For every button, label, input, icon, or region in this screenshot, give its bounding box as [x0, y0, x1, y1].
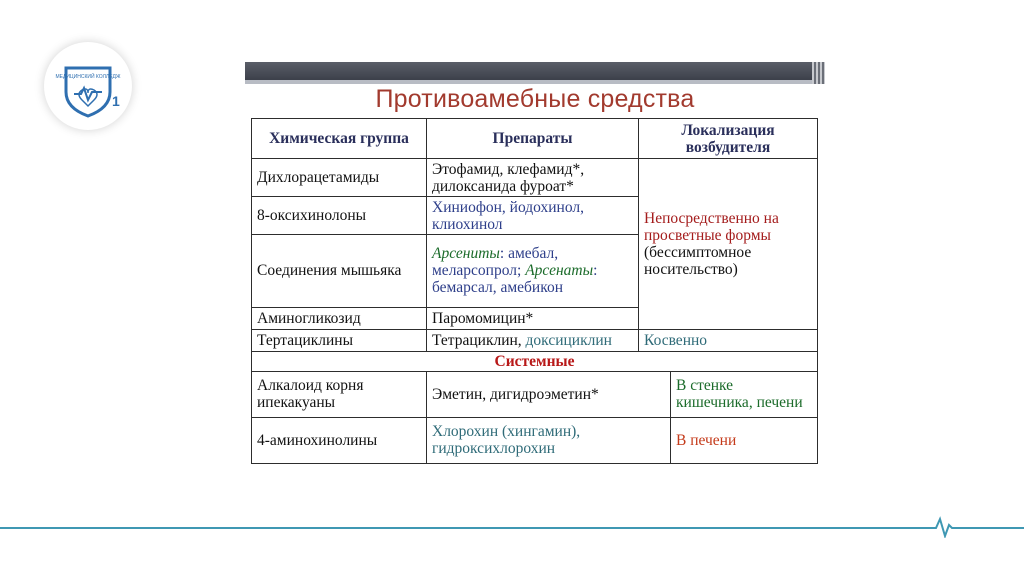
drugs-cell: Этофамид, клефамид*, дилоксанида фуроат* [427, 159, 639, 197]
localization-asymptomatic: (бессимптомное носительство) [644, 243, 752, 278]
slide-header-bar [245, 62, 825, 80]
drugs-cell: Паромомицин* [427, 307, 639, 329]
localization-cell: В печени [671, 417, 818, 463]
drugs-cell [427, 235, 639, 307]
college-logo [44, 42, 132, 130]
arsenates-label: Арсенаты [525, 262, 594, 280]
heartbeat-pulse-icon [928, 516, 964, 538]
logo-caption: МЕДИЦИНСКИЙ КОЛЛЕДЖ [55, 74, 121, 80]
arsenites-label: Арсениты [432, 245, 500, 263]
slide-header-strip [245, 80, 825, 84]
slide-header-end [812, 62, 825, 84]
header-drugs: Препараты [427, 119, 639, 159]
systemic-section-row [252, 351, 818, 371]
group-cell: Дихлорацетамиды [252, 159, 427, 197]
header-chemical-group: Химическая группа [252, 119, 427, 159]
group-cell: 4-аминохинолины [252, 417, 427, 463]
table-row [252, 371, 818, 417]
table-row [252, 417, 818, 463]
localization-cell: В стенке кишечника, печени [671, 371, 818, 417]
table-row [252, 329, 818, 351]
group-cell: Аминогликозид [252, 307, 427, 329]
heart-shield-icon [44, 42, 132, 130]
header-localization: Локализация возбудителя [639, 119, 818, 159]
drugs-cell [427, 329, 639, 351]
arsenites-drugs: : амебал, меларсопрол; [432, 245, 559, 280]
drugs-cell: Эметин, дигидроэметин* [427, 371, 671, 417]
table-header-row [252, 119, 818, 159]
drugs-cell: Хиниофон, йодохинол, клиохинол [427, 197, 639, 235]
slide-title: Противоамебные средства [375, 85, 695, 113]
footer-line-end [963, 527, 1024, 529]
group-cell: Алкалоид корня ипекакуаны [252, 371, 427, 417]
systemic-label: Системные [252, 351, 818, 371]
table-row [252, 159, 818, 197]
group-cell: 8-оксихинолоны [252, 197, 427, 235]
logo-number: 1 [112, 93, 120, 109]
localization-direct: Непосредственно на просветные формы [644, 209, 779, 244]
localization-cell-shared [639, 159, 818, 329]
drug-doxycycline: доксициклин [521, 331, 612, 349]
footer-line [0, 527, 930, 529]
group-cell: Соединения мышьяка [252, 235, 427, 307]
drug-tetracycline: Тетрациклин, [432, 331, 522, 349]
group-cell: Тертациклины [252, 329, 427, 351]
drug-table [251, 118, 818, 464]
arsenates-drugs: : бемарсал, амебикон [432, 262, 598, 297]
localization-cell: Косвенно [639, 329, 818, 351]
drugs-cell: Хлорохин (хингамин), гидроксихлорохин [427, 417, 671, 463]
